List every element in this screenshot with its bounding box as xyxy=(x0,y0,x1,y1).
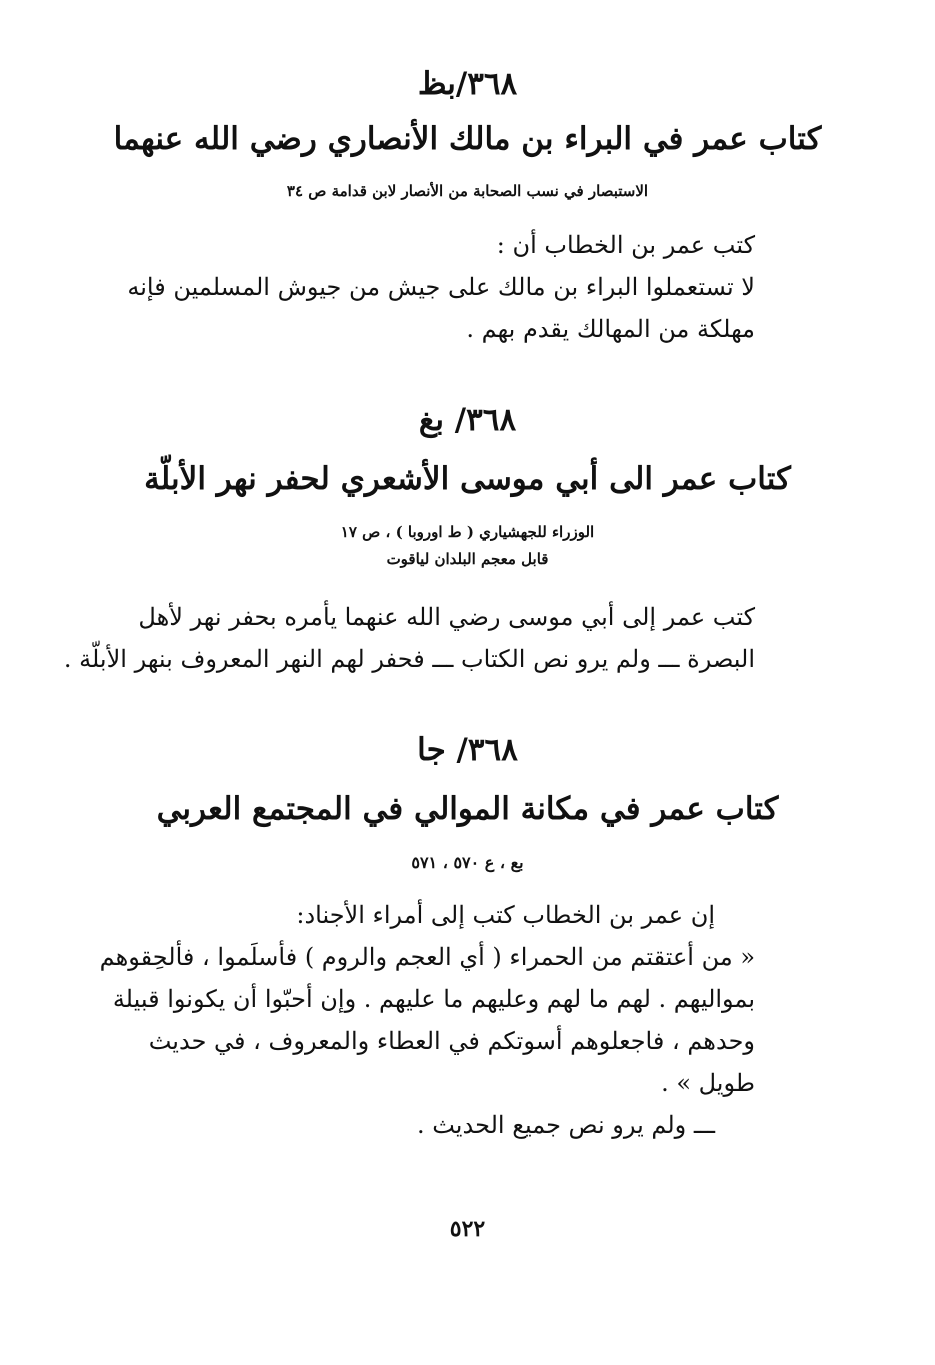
section-body xyxy=(95,224,755,350)
section-number: ٣٦٨/ جا xyxy=(417,732,518,768)
body-line: كتب عمر بن الخطاب أن : xyxy=(496,231,755,259)
body-line: لا تستعملوا البراء بن مالك على جيش من جيوش المسلمين فإنه xyxy=(127,273,755,301)
section-source: قابل معجم البلدان لياقوت xyxy=(386,550,549,568)
body-line: « من أعتقتم من الحمراء ( أي العجم والروم ) فأسلَموا ، فألحِقوهم xyxy=(99,943,755,971)
section-title: كتاب عمر الى أبي موسى الأشعري لحفر نهر الأبلّة xyxy=(144,461,791,497)
section-number: ٣٦٨/ بغ xyxy=(418,402,517,438)
body-line: بمواليهم . لهم ما لهم وعليهم ما عليهم . وإن أحبّوا أن يكونوا قبيلة xyxy=(112,985,755,1013)
body-line: ـــ ولم يرو نص جميع الحديث . xyxy=(416,1111,715,1139)
page-number: ٥٢٢ xyxy=(449,1216,486,1242)
section-title: كتاب عمر في مكانة الموالي في المجتمع العربي xyxy=(156,791,779,827)
section-title: كتاب عمر في البراء بن مالك الأنصاري رضي الله عنهما xyxy=(113,121,822,157)
body-line: كتب عمر إلى أبي موسى رضي الله عنهما يأمره بحفر نهر لأهل xyxy=(138,603,755,631)
body-line: طويل » . xyxy=(661,1069,755,1097)
section-body xyxy=(63,596,755,680)
section-source: الاستبصار في نسب الصحابة من الأنصار لابن قدامة ص ٣٤ xyxy=(286,182,649,200)
section-number: ٣٦٨/بظ xyxy=(417,66,518,102)
body-line: وحدهم ، فاجعلوهم أسوتكم في العطاء والمعروف ، في حديث xyxy=(148,1027,755,1055)
section-source: بع ، ع ٥٧٠ ، ٥٧١ xyxy=(411,853,524,872)
body-line: إن عمر بن الخطاب كتب إلى أمراء الأجناد: xyxy=(296,901,715,929)
body-line: مهلكة من المهالك يقدم بهم . xyxy=(466,315,755,343)
section-source: الوزراء للجهشياري ( ط اوروبا ) ، ص ١٧ xyxy=(340,523,595,541)
section-body xyxy=(95,894,755,1146)
body-line: البصرة ـــ ولم يرو نص الكتاب ـــ فحفر لهم النهر المعروف بنهر الأبلّة . xyxy=(63,645,755,673)
